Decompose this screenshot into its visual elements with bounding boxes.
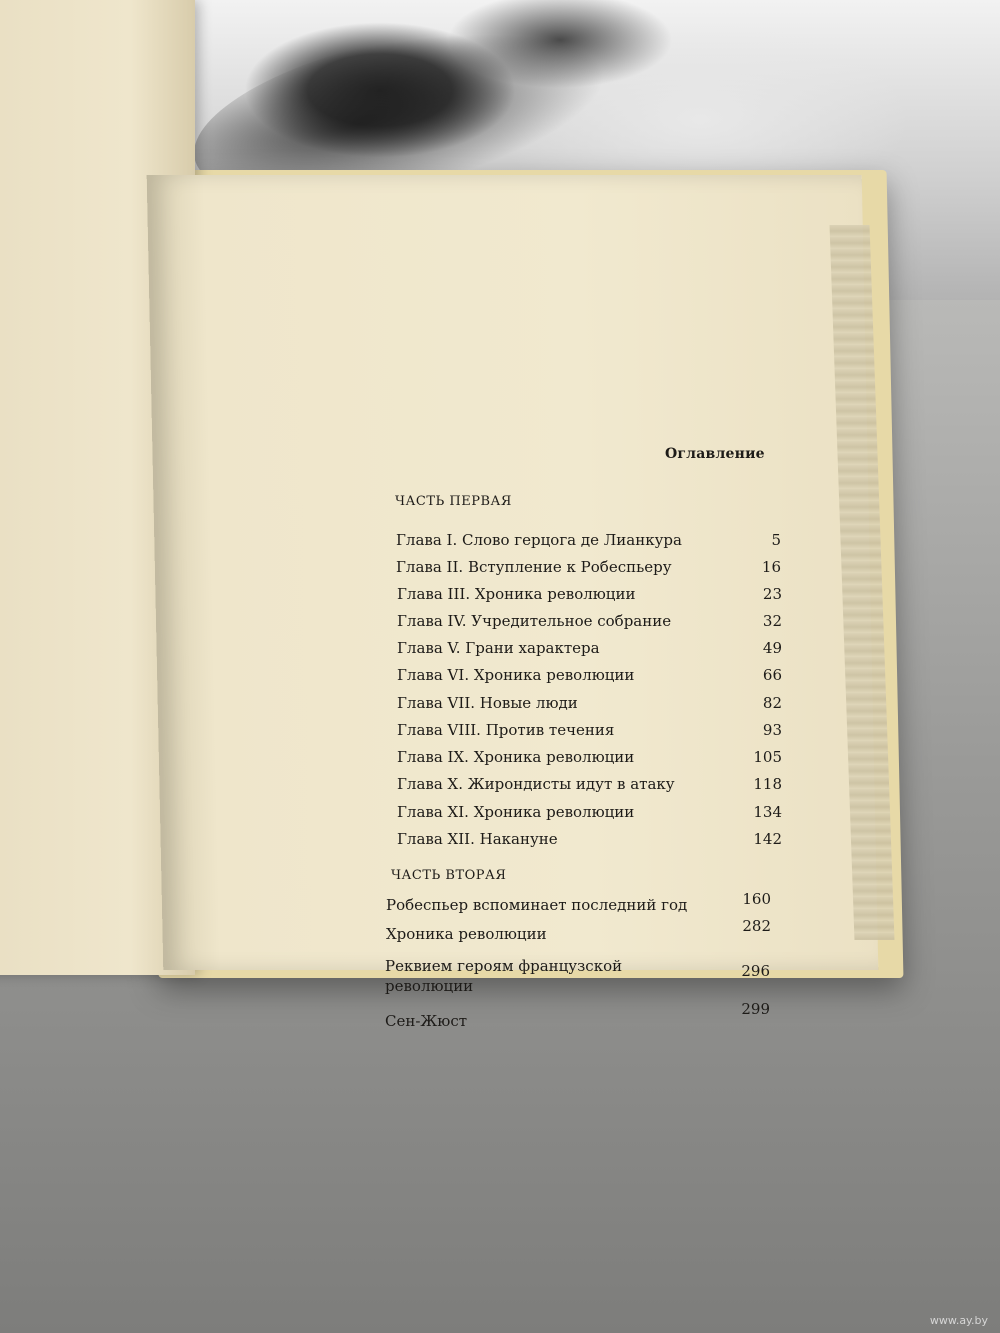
toc-entry (397, 721, 782, 745)
toc-entry-page: 142 (753, 830, 782, 848)
part-heading-second: ЧАСТЬ ВТОРАЯ (391, 868, 507, 883)
toc-entry-page: 282 (742, 917, 771, 935)
toc-entry-page: 296 (741, 962, 770, 980)
part-heading-first: ЧАСТЬ ПЕРВАЯ (395, 494, 512, 509)
toc-entry-label: Глава II. Вступление к Робеспьеру (396, 558, 672, 576)
toc-entry (397, 639, 782, 663)
toc-entry-page: 299 (741, 1000, 770, 1018)
toc-entry (397, 612, 782, 636)
toc-entry-label: Глава IV. Учредительное собрание (397, 612, 672, 630)
toc-entry (397, 694, 782, 718)
toc-entry-label: Глава I. Слово герцога де Лианкура (396, 531, 682, 549)
toc-entry-label: Глава V. Грани характера (397, 639, 600, 657)
toc-entry (386, 890, 771, 920)
toc-entry-page: 118 (753, 775, 782, 793)
toc-entry (397, 775, 782, 799)
toc-entry-label: Глава VII. Новые люди (397, 694, 578, 712)
toc-entry-label: Хроника революции (386, 925, 547, 943)
toc-entry-label: Глава III. Хроника революции (397, 585, 636, 603)
toc-entry-page: 49 (762, 639, 782, 657)
watermark-text: www.ay.by (929, 1314, 988, 1327)
toc-entry-label: Робеспьер вспоминает последний год (386, 896, 688, 914)
toc-entry-page: 5 (771, 531, 781, 549)
toc-entry-label: Глава XII. Накануне (397, 830, 558, 848)
toc-entry (385, 956, 770, 1000)
toc-entry-label: Сен-Жюст (385, 1012, 468, 1030)
toc-entry-label: Глава IX. Хроника революции (397, 748, 635, 766)
toc-entry-page: 23 (762, 585, 782, 603)
toc-entry-label: Реквием героям французской революции (385, 957, 623, 995)
toc-entry (397, 748, 782, 772)
toc-entry (397, 803, 782, 827)
toc-entry-page: 82 (762, 694, 782, 712)
toc-entry (397, 585, 782, 609)
toc-entry (397, 666, 782, 690)
toc-entry-label: Глава VIII. Против течения (397, 721, 615, 739)
toc-entry-page: 16 (761, 558, 781, 576)
toc-entry-label: Глава XI. Хроника революции (397, 803, 635, 821)
toc-entry (396, 531, 781, 555)
toc-entry-label: Глава VI. Хроника революции (397, 666, 635, 684)
toc-entry (397, 830, 782, 854)
toc-entry-page: 134 (753, 803, 782, 821)
toc-entry-page: 32 (762, 612, 782, 630)
toc-entry-page: 66 (762, 666, 782, 684)
toc-title: Оглавление (665, 446, 765, 462)
toc-entry-page: 93 (762, 721, 782, 739)
toc-entry-label: Глава X. Жирондисты идут в атаку (397, 775, 675, 793)
toc-entry-page: 105 (753, 748, 782, 766)
toc-entry (386, 917, 771, 949)
toc-entry (396, 558, 781, 582)
toc-entry-page: 160 (742, 890, 771, 908)
toc-entry (385, 1000, 770, 1036)
